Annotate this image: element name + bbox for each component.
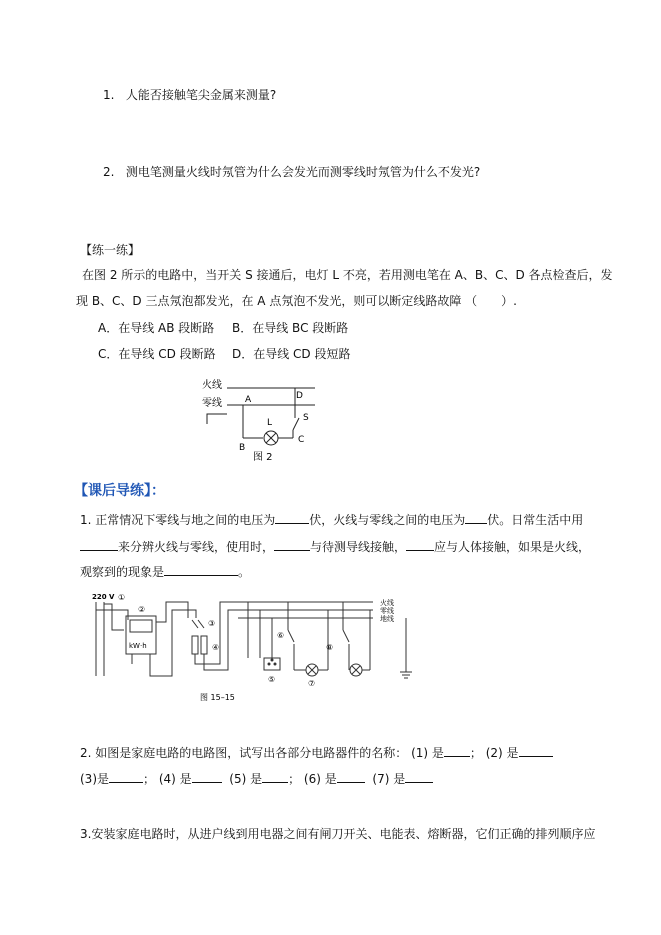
live-wire-label: 火线 [202,380,222,391]
answer-blank[interactable] [275,511,309,524]
q2-text: ； (6) 是 [288,772,337,786]
answer-blank[interactable] [519,744,553,757]
switch-label: S [303,413,309,423]
wire-stub [207,414,227,424]
option-d: D．在导线 CD 段短路 [232,347,351,361]
after-q3: 3.安装家庭电路时，从进户线到用电器之间有闸刀开关、电能表、熔断器，它们正确的排列顺序应 [80,827,596,841]
figure-2-circuit [195,374,335,464]
mark-7: ⑦ [308,679,316,688]
question-2 [103,163,480,180]
mark-8: ⑧ [326,643,334,652]
mark-1: ① [118,593,126,602]
figure-15-15-circuit [88,590,448,710]
q1-text: 观察到的现象是 [80,565,165,579]
answer-blank[interactable] [192,770,222,783]
q2-text: ； (4) 是 [143,772,192,786]
practice-line-2: 现 B、C、D 三点氖泡都发光，在 A 点氖泡不发光，则可以断定线路故障 （ ）. [76,294,517,308]
point-d-label: D [296,391,303,401]
question-number: 2. [103,165,115,179]
after-q2-line-1 [80,744,553,761]
answer-blank[interactable] [406,538,434,551]
question-text: 人能否接触笔尖金属来测量? [125,88,277,102]
figure-15-15-caption: 图 15–15 [200,693,235,702]
meter-unit: kW·h [129,642,147,650]
answer-blank[interactable] [337,770,365,783]
after-q1-line-2 [80,538,590,555]
point-b-label: B [239,443,246,453]
q1-text: 1. 正常情况下零线与地之间的电压为 [80,513,276,527]
switch-symbol [293,418,299,430]
answer-blank[interactable] [465,511,487,524]
q1-text: 。 [238,565,251,579]
q2-text: (5) 是 [229,772,263,786]
mark-4: ④ [212,643,220,652]
question-text: 测电笔测量火线时氖管为什么会发光而测零线时氖管为什么不发光? [125,165,481,179]
answer-blank[interactable] [262,770,288,783]
after-q1-line-3 [80,563,250,580]
answer-blank[interactable] [274,538,310,551]
q1-text: 应与人体接触，如果是火线， [434,540,591,554]
practice-header: 【练一练】 [80,243,141,257]
ground-label: 地线 [380,615,394,623]
after-class-header: 【课后导练】： [74,483,165,499]
neutral-wire-label: 零线 [202,398,222,409]
switch-1 [288,630,294,642]
question-number: 1. [103,88,115,102]
q1-text: 来分辨火线与零线，使用时， [118,540,275,554]
mark-5: ⑤ [268,675,276,684]
option-c: C．在导线 CD 段断路 [98,347,216,361]
fuse-1 [192,636,198,654]
lamp-label: L [267,418,273,428]
voltage-label: 220 V [92,593,115,601]
q1-text: 伏，火线与零线之间的电压为 [309,513,466,527]
answer-blank[interactable] [109,770,143,783]
q1-text: 伏。日常生活中用 [487,513,584,527]
mark-3: ③ [208,619,216,628]
practice-line-1: 在图 2 所示的电路中，当开关 S 接通后，电灯 L 不亮，若用测电笔在 A、B、C、D 各点检查后，发 [82,268,613,282]
after-q2-line-2 [80,770,433,787]
q2-text: (3)是 [80,772,109,786]
answer-blank[interactable] [444,744,470,757]
switch-2 [343,630,349,642]
option-b: B．在导线 BC 段断路 [232,321,349,335]
q2-text: (7) 是 [372,772,406,786]
question-1 [103,86,276,103]
point-c-label: C [298,435,305,445]
neutral-label: 零线 [380,607,394,615]
live-label: 火线 [380,599,394,607]
q2-text: ； (2) 是 [469,746,519,760]
mark-2: ② [138,605,146,614]
answer-blank[interactable] [164,563,238,576]
figure-2-caption: 图 2 [253,452,273,463]
after-q1-line-1 [80,511,583,528]
fuse-2 [201,636,207,654]
q2-text: 2. 如图是家庭电路的电路图，试写出各部分电路器件的名称： (1) 是 [80,746,444,760]
knife-switch [192,620,198,628]
point-a-label: A [245,395,252,405]
option-a: A．在导线 AB 段断路 [98,321,215,335]
mark-6: ⑥ [277,631,285,640]
answer-blank[interactable] [80,538,118,551]
q1-text: 与待测导线接触， [310,540,407,554]
answer-blank[interactable] [405,770,433,783]
